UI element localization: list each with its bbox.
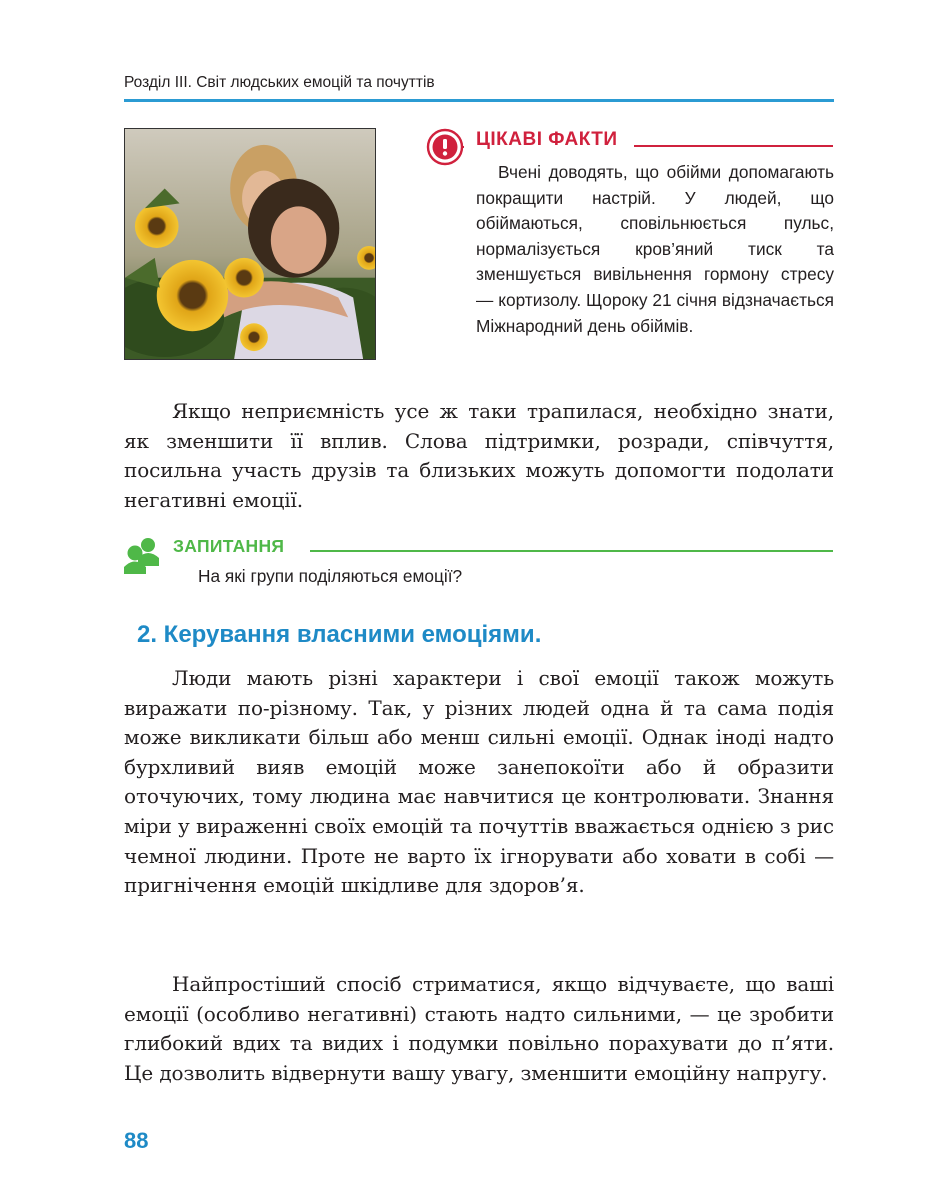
running-head: Розділ ІІІ. Світ людських емоцій та почуттів (124, 74, 435, 91)
section-title: 2. Керування власними емоціями. (137, 621, 542, 648)
body-paragraph-1: Якщо неприємність усе ж таки трапилася, необхідно знати, як зменшити її вплив. Слова підтримки, розради, співчуття, посильна участь друзів та близьких можуть допомогти подолати негативні емоції. (124, 399, 834, 512)
question-rule (310, 550, 833, 552)
exclamation-icon (426, 128, 464, 166)
facts-rule (634, 145, 833, 147)
photo-illustration (125, 129, 375, 359)
body-paragraph-3: Найпростіший спосіб стриматися, якщо відчуваєте, що ваші емоції (особливо негативні) стають надто сильними, — це зробити глибокий вдих та видих і подумки повільно порахувати до п’яти. Це дозволить відвернути вашу увагу, зменшити емоційну напругу. (124, 972, 834, 1085)
facts-title: ЦІКАВІ ФАКТИ (476, 129, 618, 150)
body-paragraph-2: Люди мають різні характери і свої емоції також можуть виражати по-різному. Так, у різних людей одна й та сама подія може викликати більш або менш сильні емоції. Однак іноді надто бурхливий вияв емоцій може занепокоїти або й образити оточуючих, тому людина має навчитися це контролювати. Знання міри у вираженні своїх емоцій та почуттів вважається однією з рис чемної людини. Проте не варто їх ігнорувати або ховати в собі — пригнічення емоцій шкідливе для здоров’я. (124, 666, 834, 898)
header-rule (124, 99, 834, 102)
facts-text: Вчені доводять, що обійми допомагають покращити настрій. У людей, що обіймаються, сповільнюється пульс, нормалізується кров’яний тиск та зменшується вивільнення гормону стресу — кортизолу. Щороку 21 січня відзначається Міжнародний день обіймів. (476, 162, 834, 336)
question-title: ЗАПИТАННЯ (173, 536, 285, 556)
photo-mother-daughter-sunflowers (124, 128, 376, 360)
people-icon (124, 536, 160, 574)
page-number: 88 (124, 1128, 149, 1153)
question-text: На які групи поділяються емоції? (198, 566, 463, 586)
